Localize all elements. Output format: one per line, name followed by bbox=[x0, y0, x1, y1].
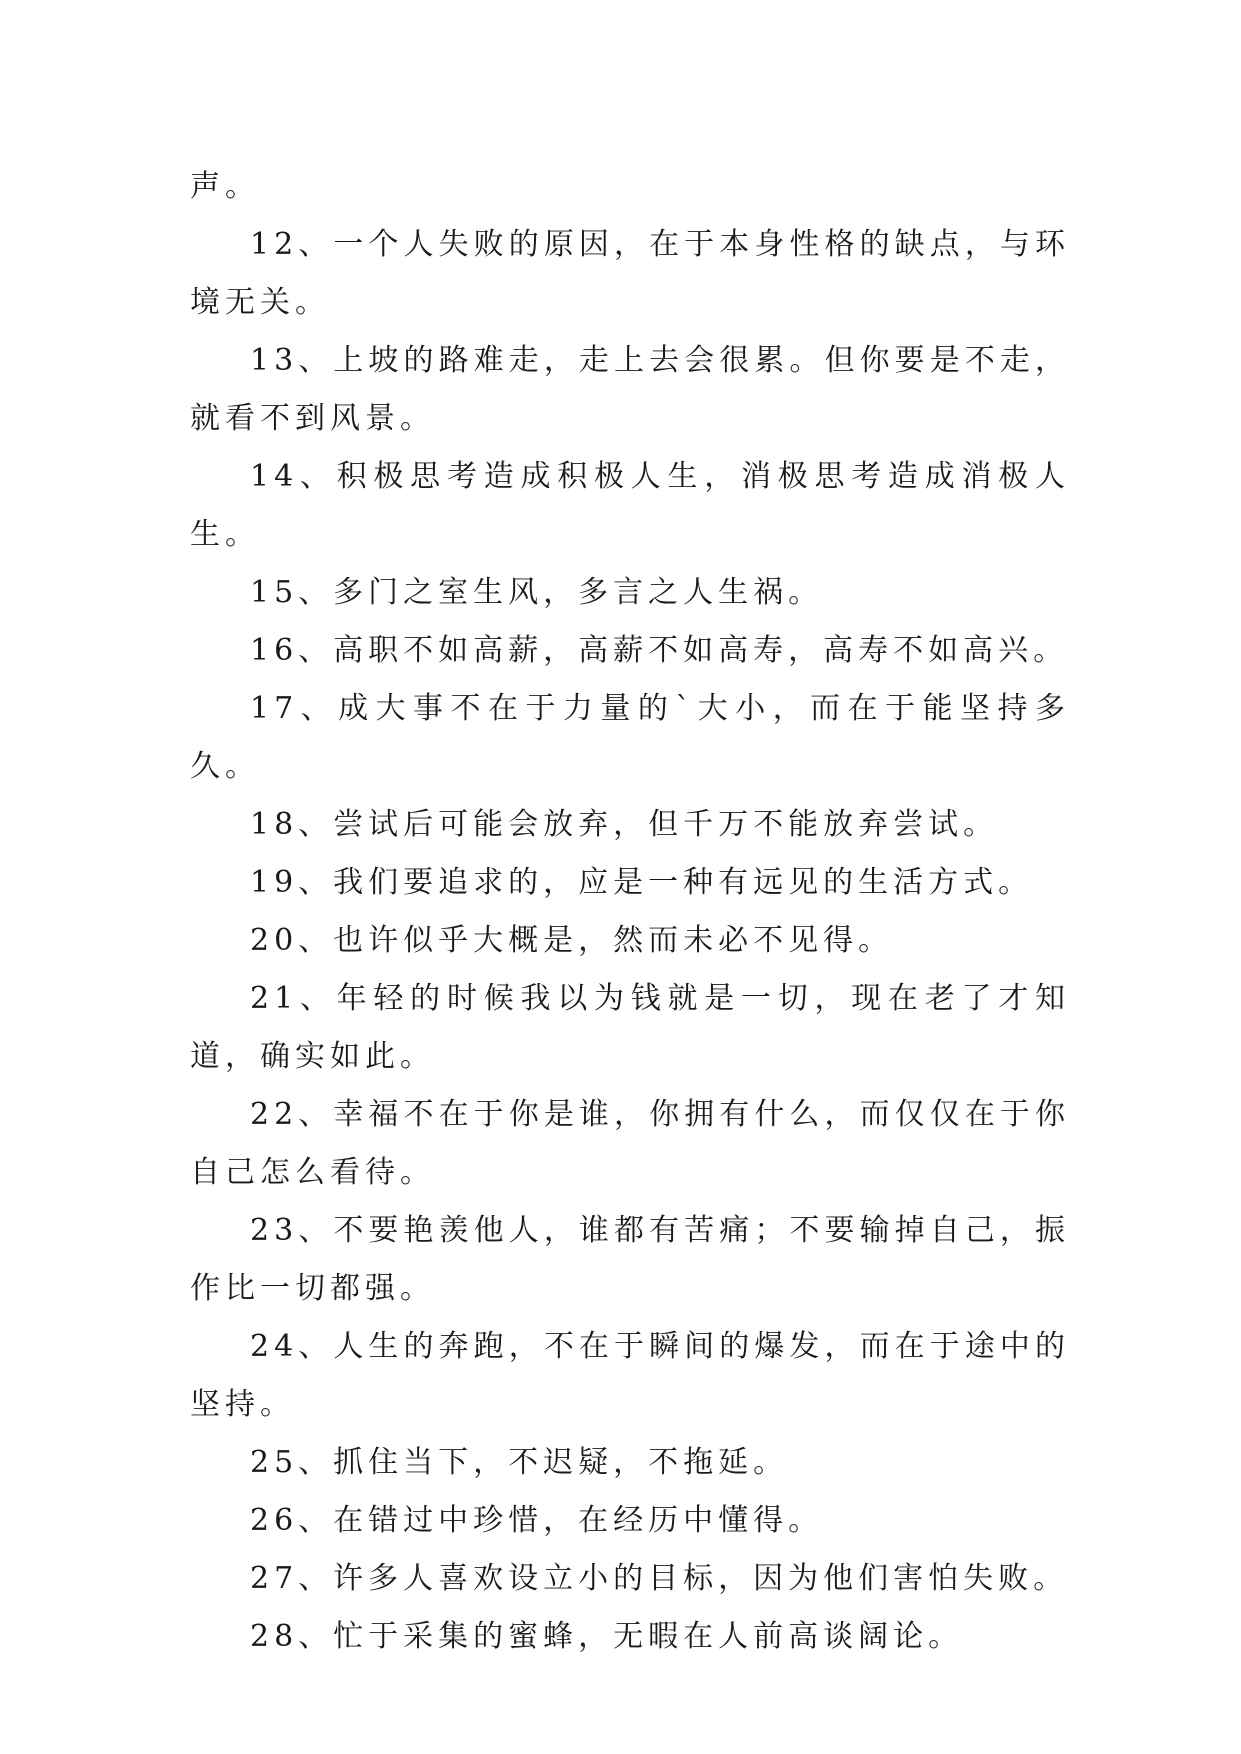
paragraph-24: 24、人生的奔跑，不在于瞬间的爆发，而在于途中的坚持。 bbox=[190, 1329, 1070, 1422]
paragraph-28: 28、忙于采集的蜜蜂，无暇在人前高谈阔论。 bbox=[250, 1619, 964, 1654]
paragraph-22: 22、幸福不在于你是谁，你拥有什么，而仅仅在于你自己怎么看待。 bbox=[190, 1097, 1070, 1190]
paragraph-26: 26、在错过中珍惜，在经历中懂得。 bbox=[250, 1503, 824, 1538]
paragraph-25: 25、抓住当下，不迟疑，不拖延。 bbox=[250, 1445, 789, 1480]
paragraph-13: 13、上坡的路难走，走上去会很累。但你要是不走，就看不到风景。 bbox=[190, 343, 1070, 436]
paragraph-16: 16、高职不如高薪，高薪不如高寿，高寿不如高兴。 bbox=[250, 633, 1069, 668]
paragraph-21: 21、年轻的时候我以为钱就是一切，现在老了才知道，确实如此。 bbox=[190, 981, 1070, 1074]
paragraph-15: 15、多门之室生风，多言之人生祸。 bbox=[250, 575, 824, 610]
paragraph-17: 17、成大事不在于力量的`大小，而在于能坚持多久。 bbox=[190, 691, 1070, 784]
paragraph-23: 23、不要艳羡他人，谁都有苦痛；不要输掉自己，振作比一切都强。 bbox=[190, 1213, 1070, 1306]
paragraph-18: 18、尝试后可能会放弃，但千万不能放弃尝试。 bbox=[250, 807, 999, 842]
paragraph-14: 14、积极思考造成积极人生，消极思考造成消极人生。 bbox=[190, 459, 1070, 552]
paragraph-19: 19、我们要追求的，应是一种有远见的生活方式。 bbox=[250, 865, 1034, 900]
paragraph-27: 27、许多人喜欢设立小的目标，因为他们害怕失败。 bbox=[250, 1561, 1069, 1596]
paragraph-continuation: 声。 bbox=[190, 169, 260, 204]
paragraph-12: 12、一个人失败的原因，在于本身性格的缺点，与环境无关。 bbox=[190, 227, 1070, 320]
document-body bbox=[190, 158, 1070, 1666]
paragraph-20: 20、也许似乎大概是，然而未必不见得。 bbox=[250, 923, 894, 958]
